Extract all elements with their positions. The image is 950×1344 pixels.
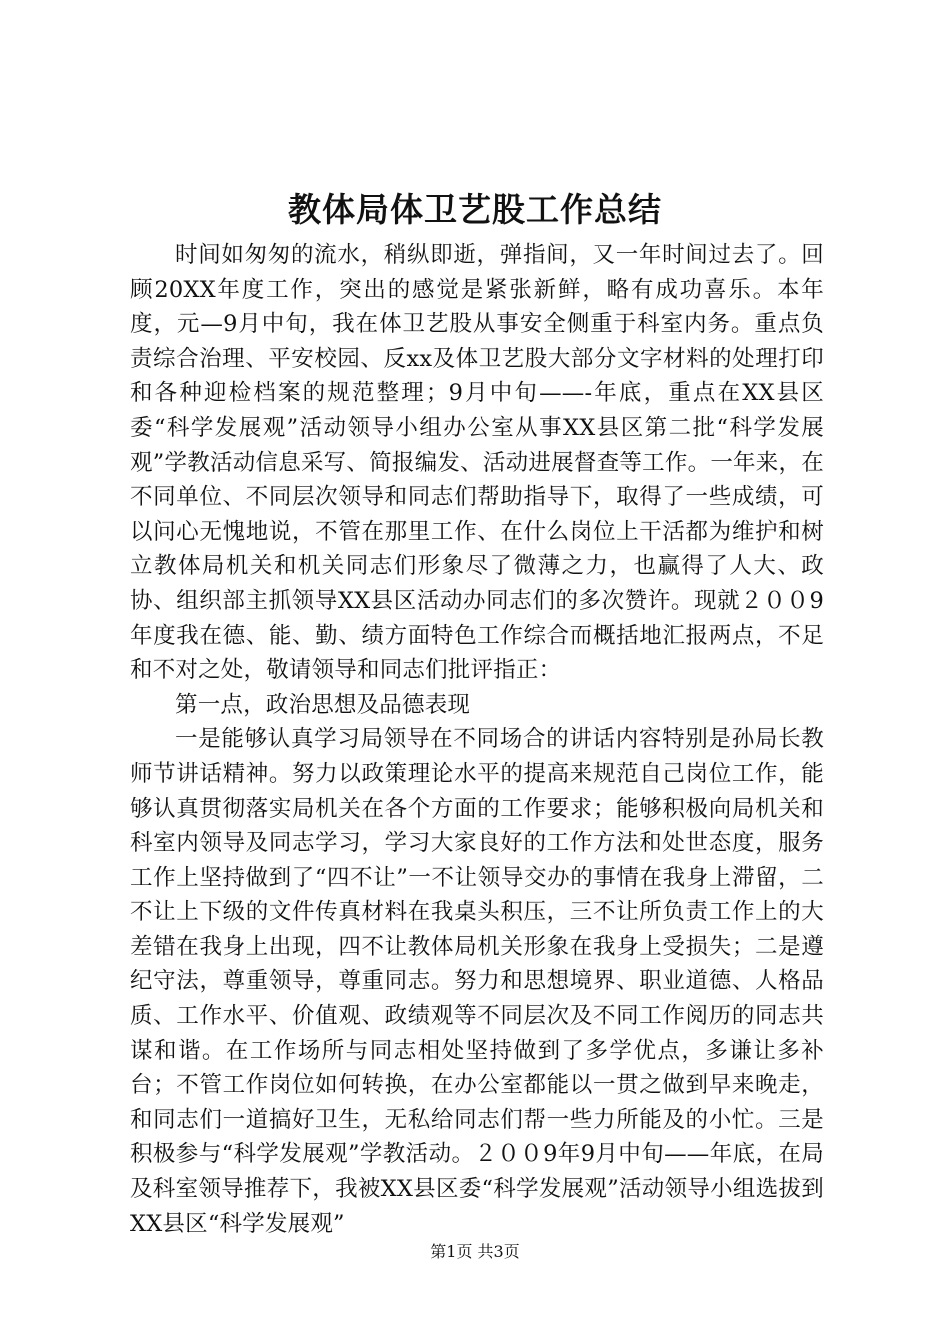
document-title: 教体局体卫艺股工作总结: [288, 190, 662, 229]
paragraph-political: 一是能够认真学习局领导在不同场合的讲话内容特别是孙局长教师节讲话精神。努力以政策理论水平的提高来规范自己岗位工作，能够认真贯彻落实局机关在各个方面的工作要求；能够积极向局机关和科室内领导及同志学习，学习大家良好的工作方法和处世态度，服务工作上坚持做到了“四不让”一不让领导交办的事情在我身上滞留，二不让上下级的文件传真材料在我桌头积压，三不让所负责工作上的大差错在我身上出现，四不让教体局机关形象在我身上受损失；二是遵纪守法，尊重领导，尊重同志。努力和思想境界、职业道德、人格品质、工作水平、价值观、政绩观等不同层次及不同工作阅历的同志共谋和谐。在工作场所与同志相处坚持做到了多学优点，多谦让多补台；不管工作岗位如何转换，在办公室都能以一贯之做到早来晚走，和同志们一道搞好卫生，无私给同志们帮一些力所能及的小忙。三是积极参与“科学发展观”学教活动。２００9年9月中旬——年底，在局及科室领导推荐下，我被XX县区委“科学发展观”活动领导小组选拔到XX县区“科学发展观”: [130, 726, 824, 1237]
paragraph-intro: 时间如匆匆的流水，稍纵即逝，弹指间，又一年时间过去了。回顾20XX年度工作，突出的感觉是紧张新鲜，略有成功喜乐。本年度，元—9月中旬，我在体卫艺股从事安全侧重于科室内务。重点负责综合治理、平安校园、反xx及体卫艺股大部分文字材料的处理打印和各种迎检档案的规范整理；9月中旬——-年底，重点在XX县区委“科学发展观”活动领导小组办公室从事XX县区第二批“科学发展观”学教活动信息采写、简报编发、活动进展督查等工作。一年来，在不同单位、不同层次领导和同志们帮助指导下，取得了一些成绩，可以问心无愧地说，不管在那里工作、在什么岗位上干活都为维护和树立教体局机关和机关同志们形象尽了微薄之力，也赢得了人大、政协、组织部主抓领导XX县区活动办同志们的多次赞许。现就２００9年度我在德、能、勤、绩方面特色工作综合而概括地汇报两点，不足和不对之处，敬请领导和同志们批评指正：: [130, 242, 824, 684]
document-body: [130, 238, 824, 1241]
page-footer: 第1页 共3页: [430, 1242, 520, 1261]
section-heading: 第一点，政治思想及品德表现: [175, 691, 471, 718]
